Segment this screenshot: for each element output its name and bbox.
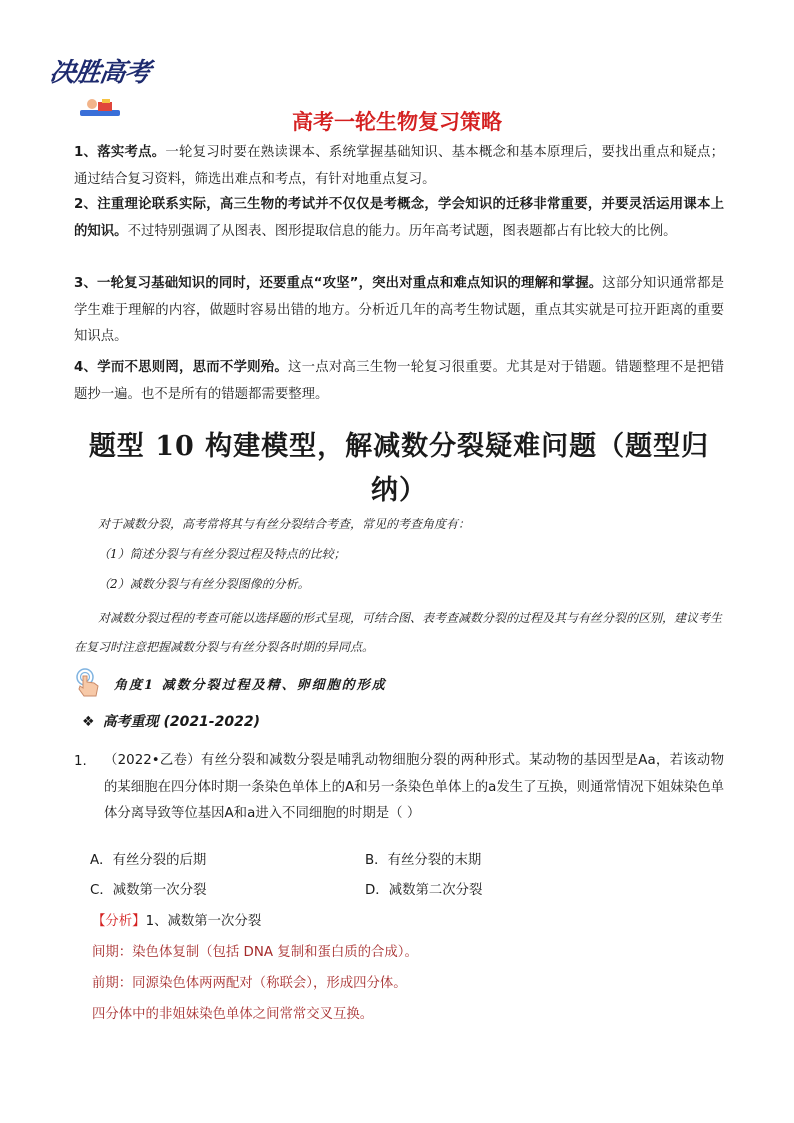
diamond-bullet-icon: ❖ [82, 714, 95, 730]
strategy-paragraph-3 [74, 271, 724, 351]
strategy-2-text: 不过特别强调了从图表、图形提取信息的能力。历年高考试题，图表题都占有比较大的比例。 [127, 223, 677, 239]
angle-label: 角度1 减数分裂过程及精、卵细胞的形成 [114, 677, 387, 693]
option-a: A．有丝分裂的后期 [90, 853, 207, 868]
review-heading [82, 711, 260, 731]
strategy-1-text: 一轮复习时要在熟读课本、系统掌握基础知识、基本概念和基本原理后，要找出重点和疑点；通过结合复习资料，筛选出难点和考点，有针对地重点复习。 [74, 145, 724, 187]
strategy-paragraph-2 [74, 192, 724, 245]
option-d: D．减数第二次分裂 [365, 883, 483, 898]
strategy-2-heading: 2、注重理论联系实际，高三生物的考试并不仅仅是考概念，学会知识的迁移非常重要，并要灵活运用课本上的知识。 [74, 197, 724, 239]
intro-paragraph: 对减数分裂过程的考查可能以选择题的形式呈现，可结合图、表考查减数分裂的过程及其与有丝分裂的区别，建议考生在复习时注意把握减数分裂与有丝分裂各时期的异同点。 [74, 611, 723, 654]
review-years: (2021-2022) [163, 714, 260, 730]
strategy-3-text: 这部分知识通常都是学生难于理解的内容，做题时容易出错的地方。分析近几年的高考生物试题，重点其实就是可拉开距离的重要知识点。 [74, 276, 724, 344]
pointing-hand-icon [74, 668, 102, 698]
strategy-paragraph-1 [74, 140, 724, 193]
strategy-3-heading: 3、一轮复习基础知识的同时，还要重点“攻坚”，突出对重点和难点知识的理解和掌握。 [74, 276, 603, 291]
review-label: 高考重现 [102, 714, 159, 730]
analysis-line-1: 间期：染色体复制（包括 DNA 复制和蛋白质的合成）。 [92, 945, 418, 960]
analysis-heading [92, 910, 712, 929]
section-title: 题型 10 构建模型，解减数分裂疑难问题（题型归纳） [88, 431, 710, 506]
intro-item-2: （2）减数分裂与有丝分裂图像的分析。 [98, 577, 310, 591]
option-c: C．减数第一次分裂 [90, 883, 207, 898]
option-b: B．有丝分裂的末期 [365, 853, 482, 868]
analysis-tag: 【分析】 [92, 914, 146, 929]
strategy-paragraph-4 [74, 355, 724, 408]
analysis-line-2: 前期：同源染色体两两配对（称联会），形成四分体。 [92, 976, 407, 991]
question-stem: （2022•乙卷）有丝分裂和减数分裂是哺乳动物细胞分裂的两种形式。某动物的基因型是Aa，若该动物的某细胞在四分体时期一条染色单体上的A和另一条染色单体上的a发生了互换，则通常情况下姐妹染色单体分离导致等位基因A和a进入不同细胞的时期是（ ） [104, 753, 724, 821]
analysis-head: 1、减数第一次分裂 [145, 914, 262, 929]
strategy-1-heading: 1、落实考点。 [74, 145, 166, 160]
intro-item-1: （1）简述分裂与有丝分裂过程及特点的比较； [98, 547, 346, 561]
strategy-4-heading: 4、学而不思则罔，思而不学则殆。 [74, 360, 289, 375]
angle-heading [74, 668, 387, 698]
strategy-4-text: 这一点对高三生物一轮复习很重要。尤其是对于错题。错题整理不是把错题抄一遍。也不是所有的错题都需要整理。 [74, 360, 724, 402]
logo-text: 决胜高考 [47, 58, 152, 88]
question-number: 1. [74, 754, 87, 769]
analysis-line-3: 四分体中的非姐妹染色单体之间常常交叉互换。 [92, 1007, 374, 1022]
page-title: 高考一轮生物复习策略 [292, 110, 502, 134]
intro-line: 对于减数分裂，高考常将其与有丝分裂结合考查，常见的考查角度有： [98, 517, 471, 531]
